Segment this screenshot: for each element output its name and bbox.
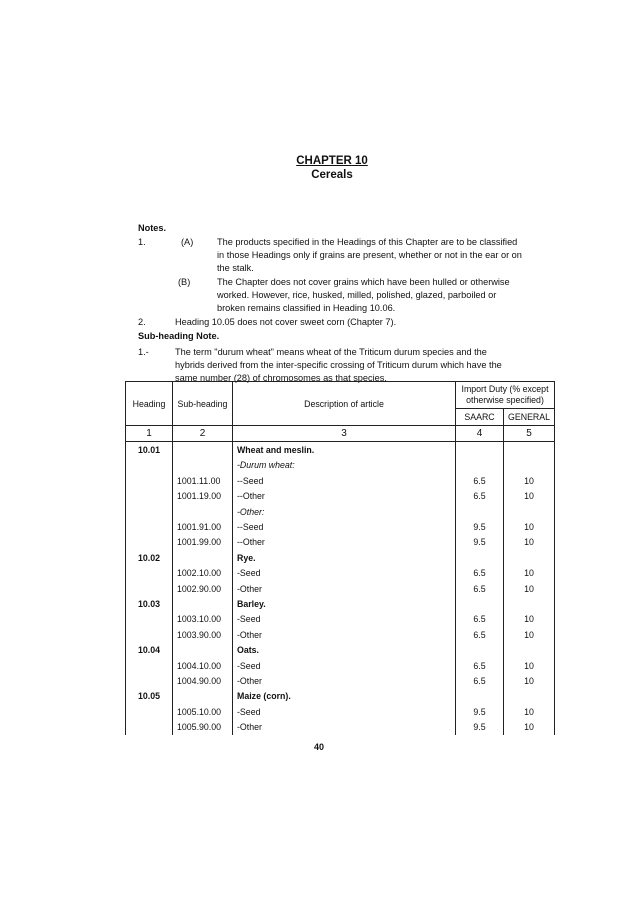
column-number-row [126,426,555,442]
general-duty-cell: 10 [504,581,555,596]
note-1b-line-2: worked. However, rice, husked, milled, polished, glazed, parboiled or [217,290,497,300]
heading-cell [126,612,173,627]
table-row [126,627,555,642]
saarc-duty-cell: 6.5 [456,673,504,688]
description-cell: --Other [233,489,456,504]
table-row [126,719,555,734]
general-duty-cell [504,689,555,704]
heading-cell [126,519,173,534]
table-row [126,442,555,458]
col-header-subheading: Sub-heading [173,382,233,426]
heading-cell [126,489,173,504]
note-1a-line-2: in those Headings only if grains are present, whether or not in the ear or on [217,250,522,260]
subheading-note-1-line-2: hybrids derived from the inter-specific crossing of Triticum durum which have the [175,360,502,370]
heading-cell [126,458,173,473]
tariff-table [125,381,555,735]
subheading-cell: 1004.10.00 [173,658,233,673]
description-cell: -Seed [233,704,456,719]
heading-cell [126,566,173,581]
table-row [126,504,555,519]
general-duty-cell [504,442,555,458]
saarc-duty-cell [456,504,504,519]
saarc-duty-cell: 9.5 [456,704,504,719]
heading-cell: 10.04 [126,642,173,657]
notes-heading: Notes. [138,223,167,233]
table-row [126,489,555,504]
saarc-duty-cell: 6.5 [456,566,504,581]
table-row [126,550,555,565]
saarc-duty-cell [456,550,504,565]
subheading-note-1-number: 1.- [138,347,149,357]
heading-cell [126,719,173,734]
description-cell: -Other [233,627,456,642]
heading-cell [126,581,173,596]
saarc-duty-cell: 6.5 [456,473,504,488]
description-cell: --Other [233,535,456,550]
note-2-number: 2. [138,317,146,327]
heading-cell [126,535,173,550]
general-duty-cell [504,458,555,473]
col-number: 2 [173,426,233,442]
note-2-text: Heading 10.05 does not cover sweet corn (Chapter 7). [175,317,397,327]
saarc-duty-cell [456,442,504,458]
table-row [126,566,555,581]
general-duty-cell [504,596,555,611]
col-number: 3 [233,426,456,442]
subheading-note-heading: Sub-heading Note. [138,331,220,341]
subheading-note-1-line-1: The term "durum wheat" means wheat of the Triticum durum species and the [175,347,487,357]
description-cell: --Seed [233,519,456,534]
heading-cell [126,504,173,519]
table-row [126,689,555,704]
page-number: 40 [313,742,324,752]
subheading-cell: 1003.90.00 [173,627,233,642]
heading-cell [126,473,173,488]
description-cell: -Other [233,581,456,596]
subheading-cell [173,689,233,704]
general-duty-cell: 10 [504,673,555,688]
heading-cell [126,658,173,673]
note-1a-line-1: The products specified in the Headings of this Chapter are to be classified [217,237,518,247]
saarc-duty-cell [456,596,504,611]
note-1a-label: (A) [181,237,194,247]
heading-cell: 10.03 [126,596,173,611]
heading-cell [126,704,173,719]
subheading-cell: 1001.91.00 [173,519,233,534]
general-duty-cell: 10 [504,719,555,734]
subheading-cell: 1001.19.00 [173,489,233,504]
col-header-import-duty: Import Duty (% except otherwise specified) [456,382,555,409]
saarc-duty-cell: 9.5 [456,535,504,550]
subheading-cell: 1001.11.00 [173,473,233,488]
saarc-duty-cell [456,458,504,473]
description-cell: --Seed [233,473,456,488]
subheading-cell [173,458,233,473]
col-number: 5 [504,426,555,442]
col-number: 1 [126,426,173,442]
subheading-cell: 1001.99.00 [173,535,233,550]
heading-cell: 10.05 [126,689,173,704]
general-duty-cell [504,550,555,565]
subheading-cell [173,596,233,611]
general-duty-cell [504,642,555,657]
note-1b-line-1: The Chapter does not cover grains which have been hulled or otherwise [217,277,510,287]
subheading-note-1-line-3: same number (28) of chromosomes as that species. [175,373,387,383]
subheading-cell: 1003.10.00 [173,612,233,627]
col-header-saarc: SAARC [456,409,504,426]
heading-cell: 10.01 [126,442,173,458]
saarc-duty-cell [456,689,504,704]
general-duty-cell: 10 [504,489,555,504]
subheading-cell [173,504,233,519]
table-row [126,642,555,657]
col-header-heading: Heading [126,382,173,426]
col-header-general: GENERAL [504,409,555,426]
description-cell: Barley. [233,596,456,611]
subheading-cell: 1002.90.00 [173,581,233,596]
general-duty-cell: 10 [504,473,555,488]
col-header-description: Description of article [233,382,456,426]
description-cell: -Other: [233,504,456,519]
table-row [126,658,555,673]
general-duty-cell: 10 [504,704,555,719]
note-1b-line-3: broken remains classified in Heading 10.06. [217,303,396,313]
description-cell: Oats. [233,642,456,657]
description-cell: -Seed [233,566,456,581]
general-duty-cell: 10 [504,519,555,534]
table-row [126,519,555,534]
subheading-cell: 1005.90.00 [173,719,233,734]
general-duty-cell: 10 [504,658,555,673]
description-cell: Wheat and meslin. [233,442,456,458]
table-row [126,596,555,611]
general-duty-cell: 10 [504,627,555,642]
heading-cell: 10.02 [126,550,173,565]
saarc-duty-cell: 6.5 [456,581,504,596]
heading-cell [126,673,173,688]
col-number: 4 [456,426,504,442]
description-cell: -Durum wheat: [233,458,456,473]
table-row [126,673,555,688]
table-row [126,581,555,596]
saarc-duty-cell: 9.5 [456,519,504,534]
table-row [126,535,555,550]
table-row [126,704,555,719]
chapter-title: CHAPTER 10 [296,155,368,167]
general-duty-cell: 10 [504,612,555,627]
subheading-cell [173,642,233,657]
saarc-duty-cell [456,642,504,657]
saarc-duty-cell: 9.5 [456,719,504,734]
description-cell: -Other [233,719,456,734]
subheading-cell: 1005.10.00 [173,704,233,719]
note-1-number: 1. [138,237,146,247]
subheading-cell [173,550,233,565]
description-cell: -Seed [233,612,456,627]
saarc-duty-cell: 6.5 [456,489,504,504]
table-row [126,473,555,488]
saarc-duty-cell: 6.5 [456,627,504,642]
description-cell: Maize (corn). [233,689,456,704]
saarc-duty-cell: 6.5 [456,612,504,627]
general-duty-cell: 10 [504,535,555,550]
saarc-duty-cell: 6.5 [456,658,504,673]
heading-cell [126,627,173,642]
note-1b-label: (B) [178,277,191,287]
subheading-cell: 1002.10.00 [173,566,233,581]
description-cell: Rye. [233,550,456,565]
general-duty-cell [504,504,555,519]
table-row [126,458,555,473]
subheading-cell [173,442,233,458]
subheading-cell: 1004.90.00 [173,673,233,688]
description-cell: -Seed [233,658,456,673]
note-1a-line-3: the stalk. [217,263,254,273]
general-duty-cell: 10 [504,566,555,581]
description-cell: -Other [233,673,456,688]
table-row [126,612,555,627]
chapter-subtitle: Cereals [311,169,353,181]
